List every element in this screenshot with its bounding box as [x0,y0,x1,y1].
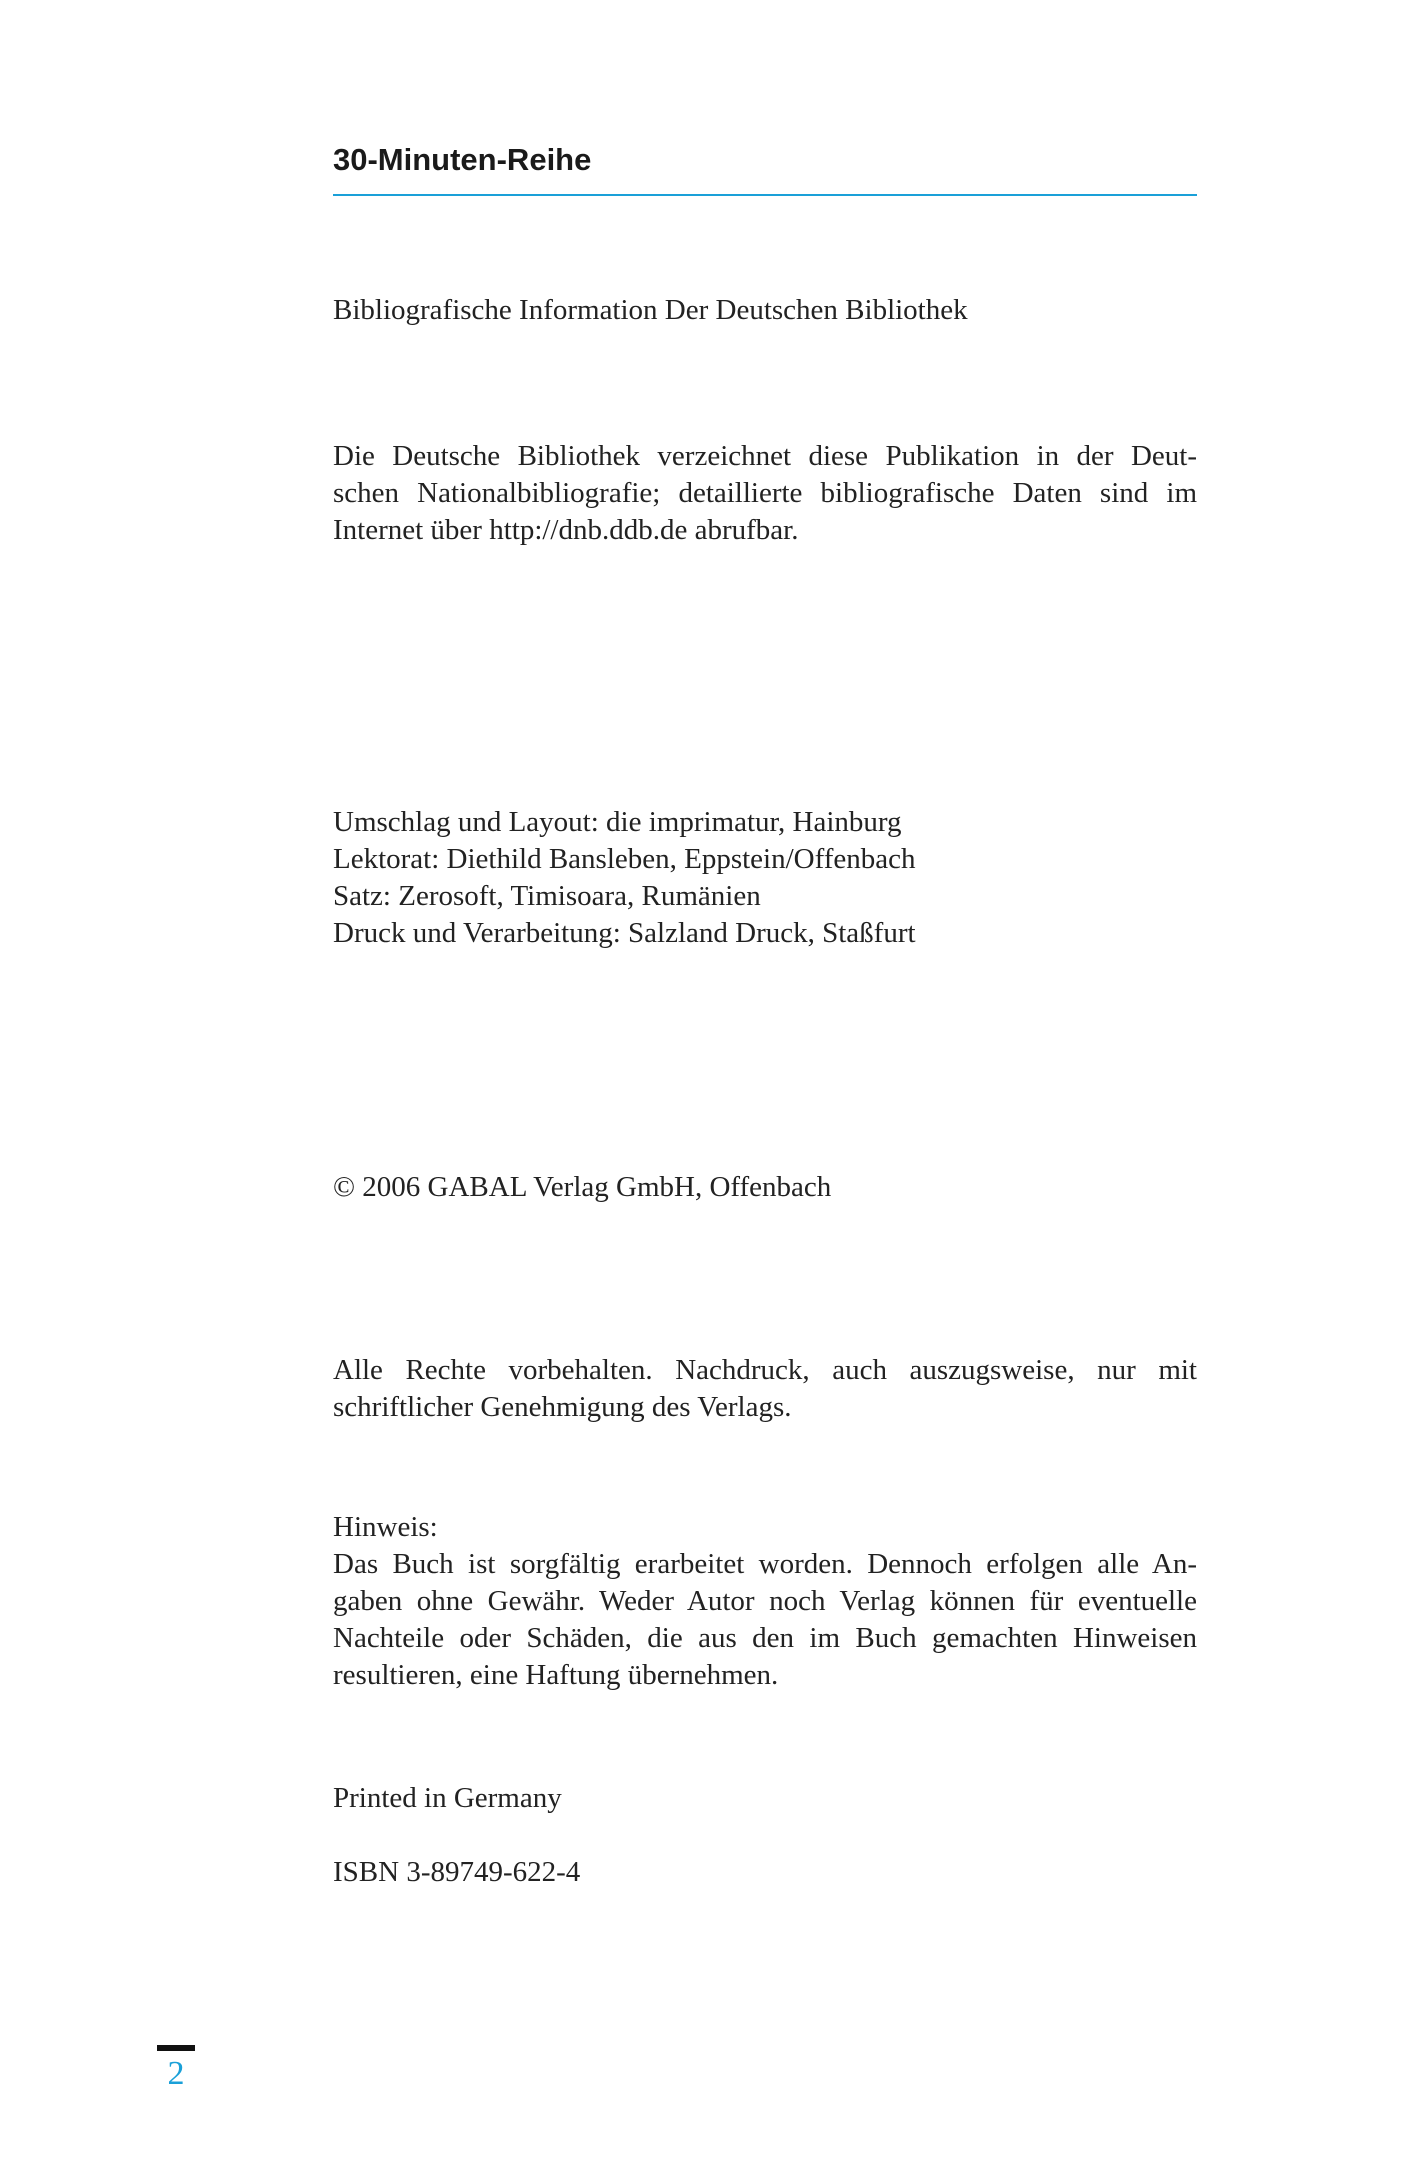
dnb-notice-line: Die Deutsche Bibliothek verzeichnet diese Publikation in der Deut- [333,440,1197,472]
dnb-notice [333,438,1197,549]
rights-line: schriftlicher Genehmigung des Verlags. [333,1391,792,1423]
credit-line: Lektorat: Diethild Bansleben, Eppstein/Offenbach [333,843,916,875]
bibliographic-heading-text: Bibliografische Information Der Deutschen Bibliothek [333,294,968,326]
bibliographic-heading [333,292,1197,329]
dnb-notice-line: Internet über http://dnb.ddb.de abrufbar. [333,514,799,546]
copyright-notice [333,1169,1197,1206]
folio-bar [157,2045,195,2051]
note-line: gaben ohne Gewähr. Weder Autor noch Verlag können für eventuelle [333,1585,1197,1617]
page-number: 2 [167,2055,185,2092]
production-credits [333,804,1197,952]
dnb-notice-line: schen Nationalbibliografie; detaillierte bibliografische Daten sind im [333,477,1197,509]
rights-notice [333,1352,1197,1426]
copyright-text: © 2006 GABAL Verlag GmbH, Offenbach [333,1171,832,1203]
note-line: resultieren, eine Haftung übernehmen. [333,1659,779,1691]
isbn-text: ISBN 3-89749-622-4 [333,1856,581,1888]
disclaimer-note [333,1509,1197,1694]
printed-in [333,1780,1197,1817]
isbn [333,1854,1197,1891]
credit-line: Umschlag und Layout: die imprimatur, Hainburg [333,806,902,838]
note-line: Das Buch ist sorgfältig erarbeitet worden. Dennoch erfolgen alle An- [333,1548,1197,1580]
note-line: Nachteile oder Schäden, die aus den im Buch gemachten Hinweisen [333,1622,1197,1654]
series-title-rule [333,194,1197,196]
printed-in-text: Printed in Germany [333,1782,562,1814]
note-label: Hinweis: [333,1511,438,1543]
rights-line: Alle Rechte vorbehalten. Nachdruck, auch auszugsweise, nur mit [333,1354,1197,1386]
credit-line: Druck und Verarbeitung: Salzland Druck, Staßfurt [333,917,916,949]
credit-line: Satz: Zerosoft, Timisoara, Rumänien [333,880,761,912]
series-title: 30-Minuten-Reihe [333,142,592,177]
